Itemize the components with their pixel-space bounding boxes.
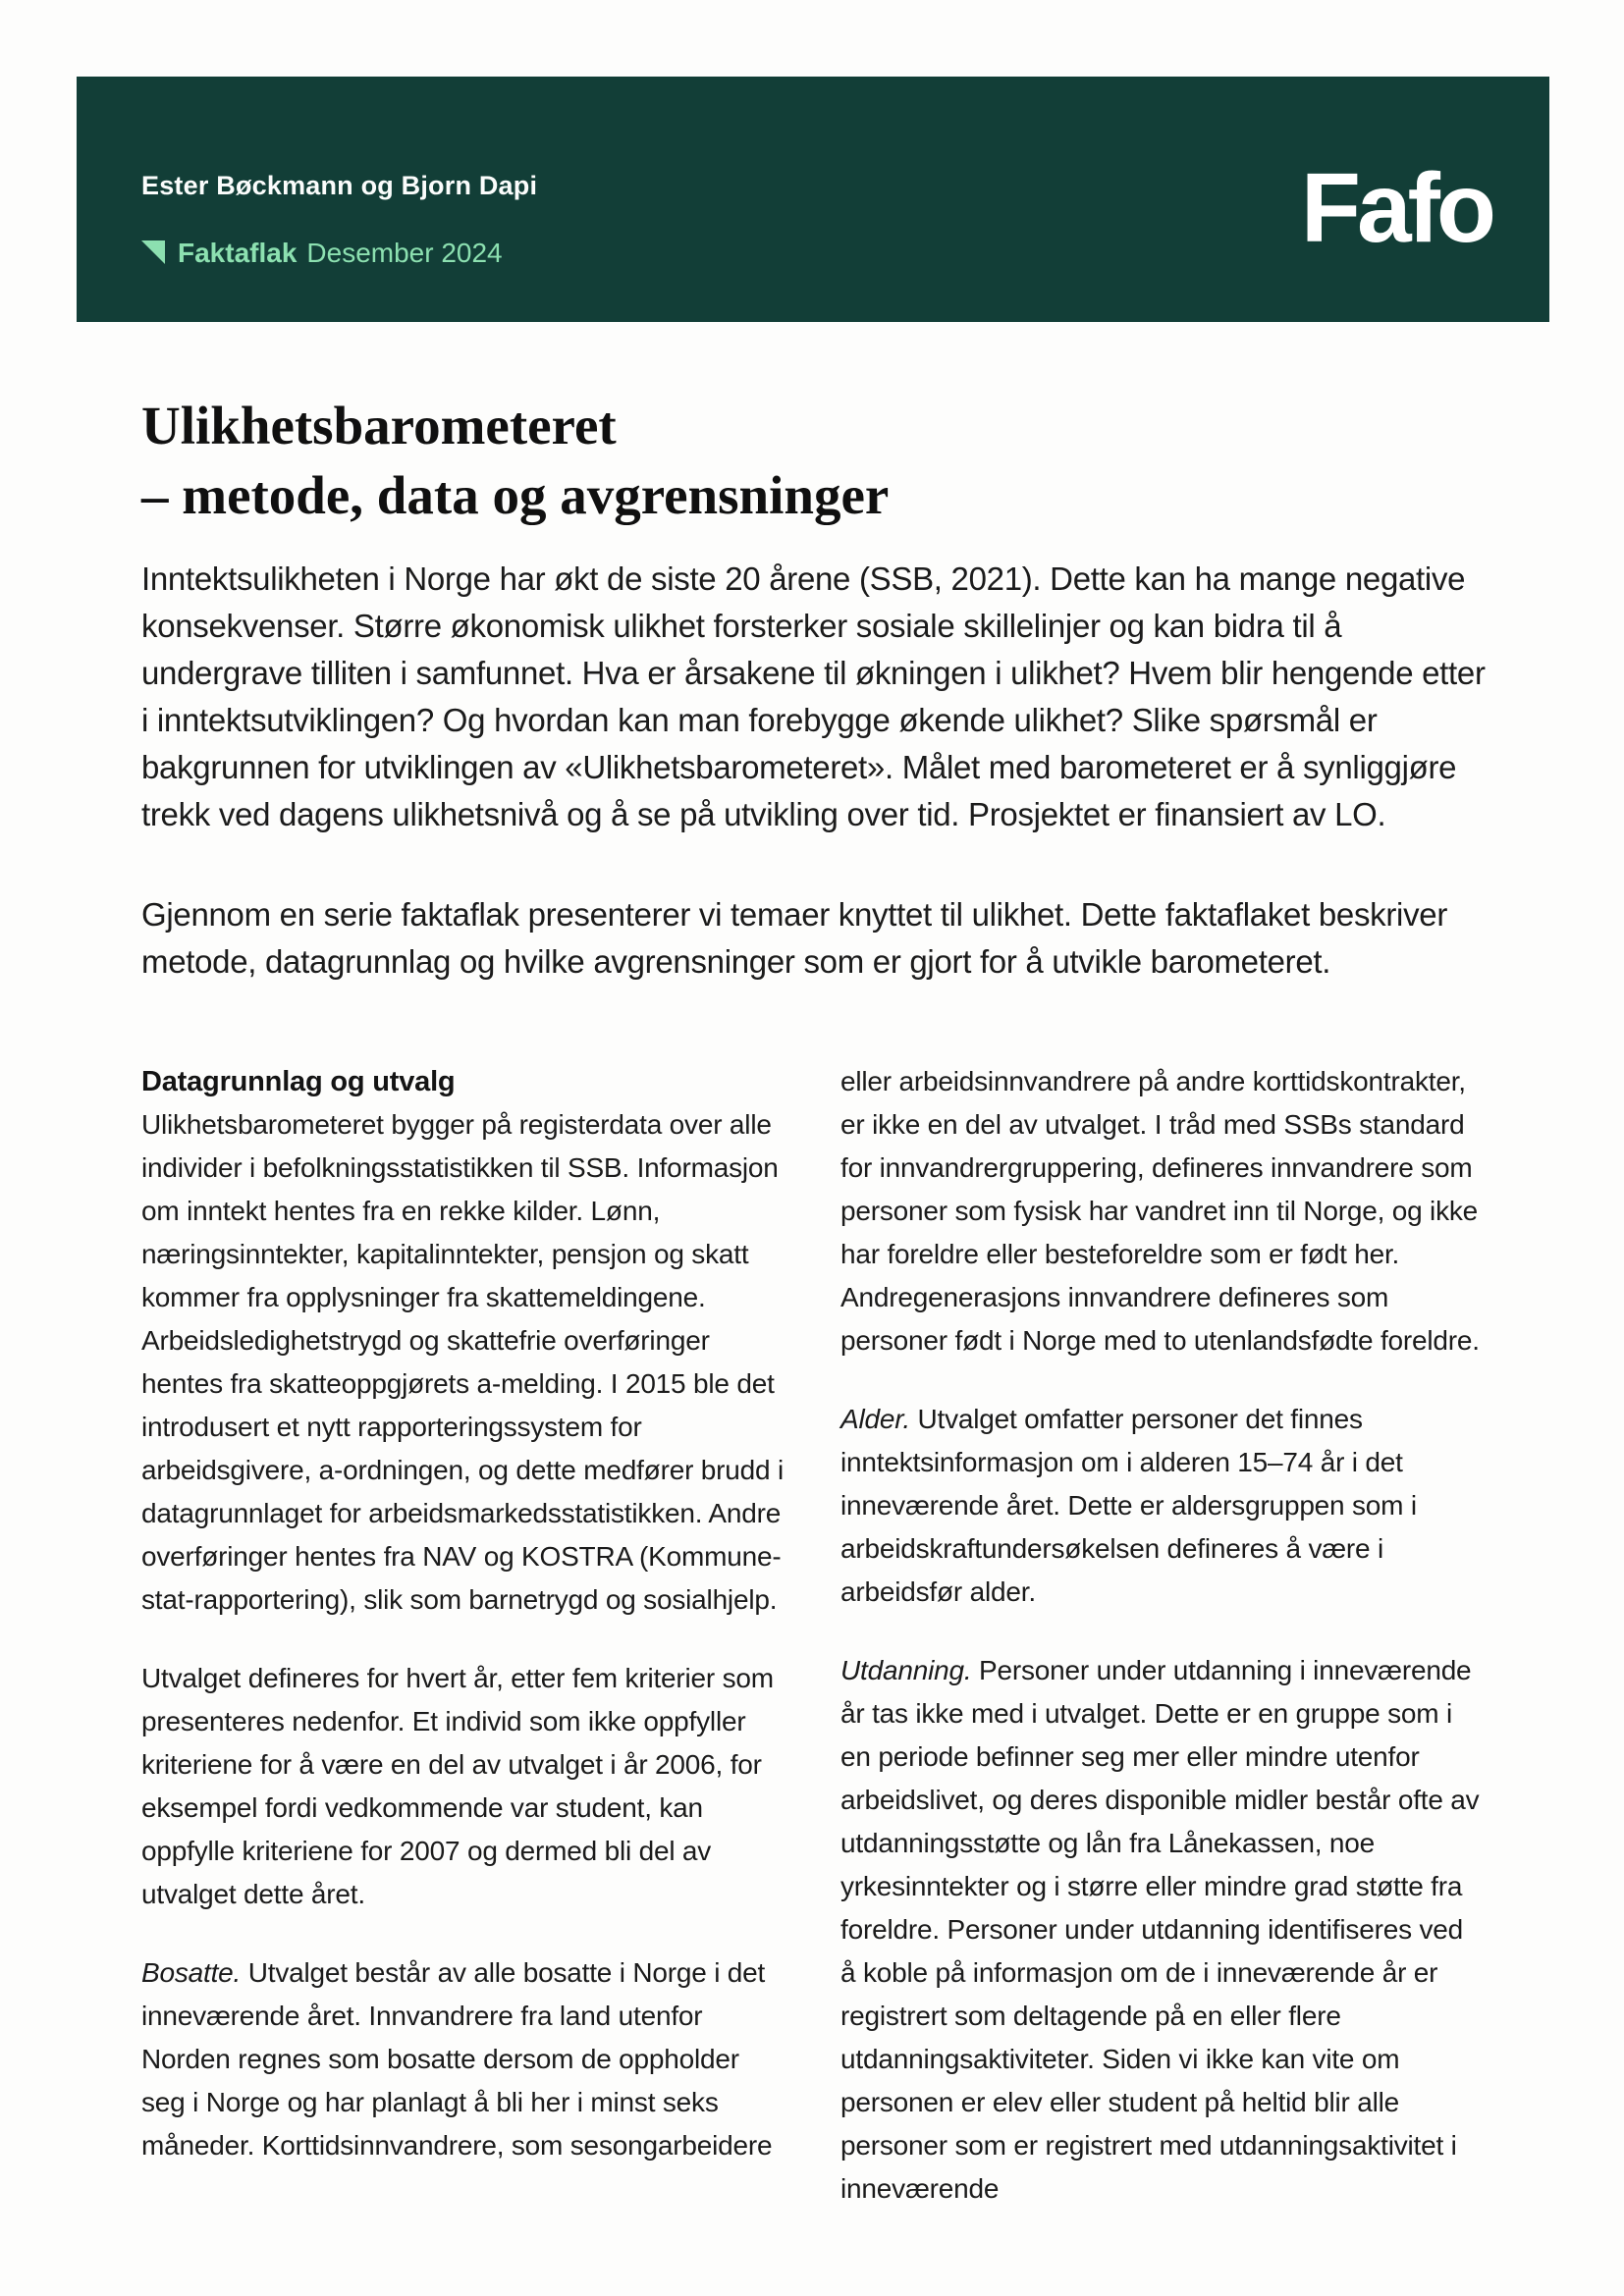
paragraph	[141, 1951, 785, 2167]
title-line-1: Ulikhetsbarometeret	[141, 396, 617, 455]
fafo-logo: Fafo	[1300, 153, 1492, 263]
paragraph-lead: Bosatte.	[141, 1957, 242, 1988]
paragraph-text: Utvalget består av alle bosatte i Norge i det inneværende året. Innvandrere fra land utenfor Norden regnes som bosatte dersom de oppholder seg i Norge og har planlagt å bli her i minst seks måneder. Korttidsinnvandrere, som sesongarbeidere	[141, 1957, 773, 2161]
paragraph-text: Utvalget omfatter personer det finnes inntektsinformasjon om i alderen 15–74 år i det inneværende året. Dette er aldersgruppen som i arbeidskraftundersøkelsen defineres å være i arbeidsfør alder.	[840, 1404, 1417, 1607]
document-title	[141, 391, 1496, 530]
title-line-2: – metode, data og avgrensninger	[141, 465, 890, 525]
column-left	[141, 1060, 785, 2211]
body-columns	[141, 1060, 1485, 2211]
paragraph	[840, 1060, 1485, 1362]
intro-paragraph: Gjennom en serie faktaflak presenterer vi temaer knyttet til ulikhet. Dette faktaflaket beskriver metode, datagrunnlag og hvilke avgrensninger som er gjort for å utvikle barometeret.	[141, 896, 1448, 980]
paragraph-text: Ulikhetsbarometeret bygger på registerdata over alle individer i befolkningsstatistikken til SSB. Informasjon om inntekt hentes fra en rekke kilder. Lønn, næringsinntekter, kapitalinntekter, pensjon og skatt kommer fra opplysninger fra skattemeldingene. Arbeidsledighetstrygd og skattefrie overføringer hentes fra skatteoppgjørets a-melding. I 2015 ble det introdusert et nytt rapporteringssystem for arbeidsgivere, a-ordningen, og dette medfører brudd i datagrunnlaget for arbeidsmarkedsstatistikken. Andre overføringer hentes fra NAV og KOSTRA (Kommune-stat-rapportering), slik som barnetrygd og sosialhjelp.	[141, 1109, 785, 1615]
paragraph	[840, 1398, 1485, 1614]
paragraph	[840, 1649, 1485, 2211]
paragraph	[141, 1657, 785, 1916]
series-tagline	[141, 238, 503, 269]
paragraph-lead: Alder.	[840, 1404, 910, 1434]
paragraph-text: Utvalget defineres for hvert år, etter fem kriterier som presenteres nedenfor. Et individ som ikke oppfyller kriteriene for å være en del av utvalget i år 2006, for eksempel fordi vedkommende var student, kan oppfylle kriteriene for 2007 og dermed bli del av utvalget dette året.	[141, 1663, 774, 1909]
column-right	[840, 1060, 1485, 2211]
section-heading: Datagrunnlag og utvalg	[141, 1066, 456, 1097]
flag-triangle-icon	[141, 240, 165, 264]
paragraph-text: Personer under utdanning i inneværende år tas ikke med i utvalget. Dette er en gruppe som i en periode befinner seg mer eller mindre utenfor arbeidslivet, og deres disponible midler består ofte av utdanningsstøtte og lån fra Lånekassen, noe yrkesinntekter og i større eller mindre grad støtte fra foreldre. Personer under utdanning identifiseres ved å koble på informasjon om de i inneværende år er registrert som deltagende på en eller flere utdanningsaktiviteter. Siden vi ikke kan vite om personen er elev eller student på heltid blir alle personer som er registrert med utdanningsaktivitet i inneværende	[840, 1655, 1480, 2204]
paragraph-text: eller arbeidsinnvandrere på andre korttidskontrakter, er ikke en del av utvalget. I tråd med SSBs standard for innvandrergruppering, defineres innvandrere som personer som fysisk har vandret inn til Norge, og ikke har foreldre eller besteforeldre som er født her. Andregenerasjons innvandrere defineres som personer født i Norge med to utenlandsfødte foreldre.	[840, 1066, 1480, 1356]
series-label: Faktaflak	[178, 238, 298, 268]
issue-date: Desember 2024	[306, 238, 503, 268]
paragraph-lead: Utdanning.	[840, 1655, 972, 1685]
paragraph	[141, 1103, 785, 1622]
authors: Ester Bøckmann og Bjorn Dapi	[141, 171, 538, 200]
lead-paragraph: Inntektsulikheten i Norge har økt de siste 20 årene (SSB, 2021). Dette kan ha mange negative konsekvenser. Større økonomisk ulikhet forsterker sosiale skillelinjer og kan bidra til å undergrave tilliten i samfunnet. Hva er årsakene til økningen i ulikhet? Hvem blir hengende etter i inntektsutviklingen? Og hvordan kan man forebygge økende ulikhet? Slike spørsmål er bakgrunnen for utviklingen av «Ulikhetsbarometeret». Målet med barometeret er å synliggjøre trekk ved dagens ulikhetsnivå og å se på utvikling over tid. Prosjektet er finansiert av LO.	[141, 561, 1486, 832]
header-banner	[77, 77, 1549, 322]
